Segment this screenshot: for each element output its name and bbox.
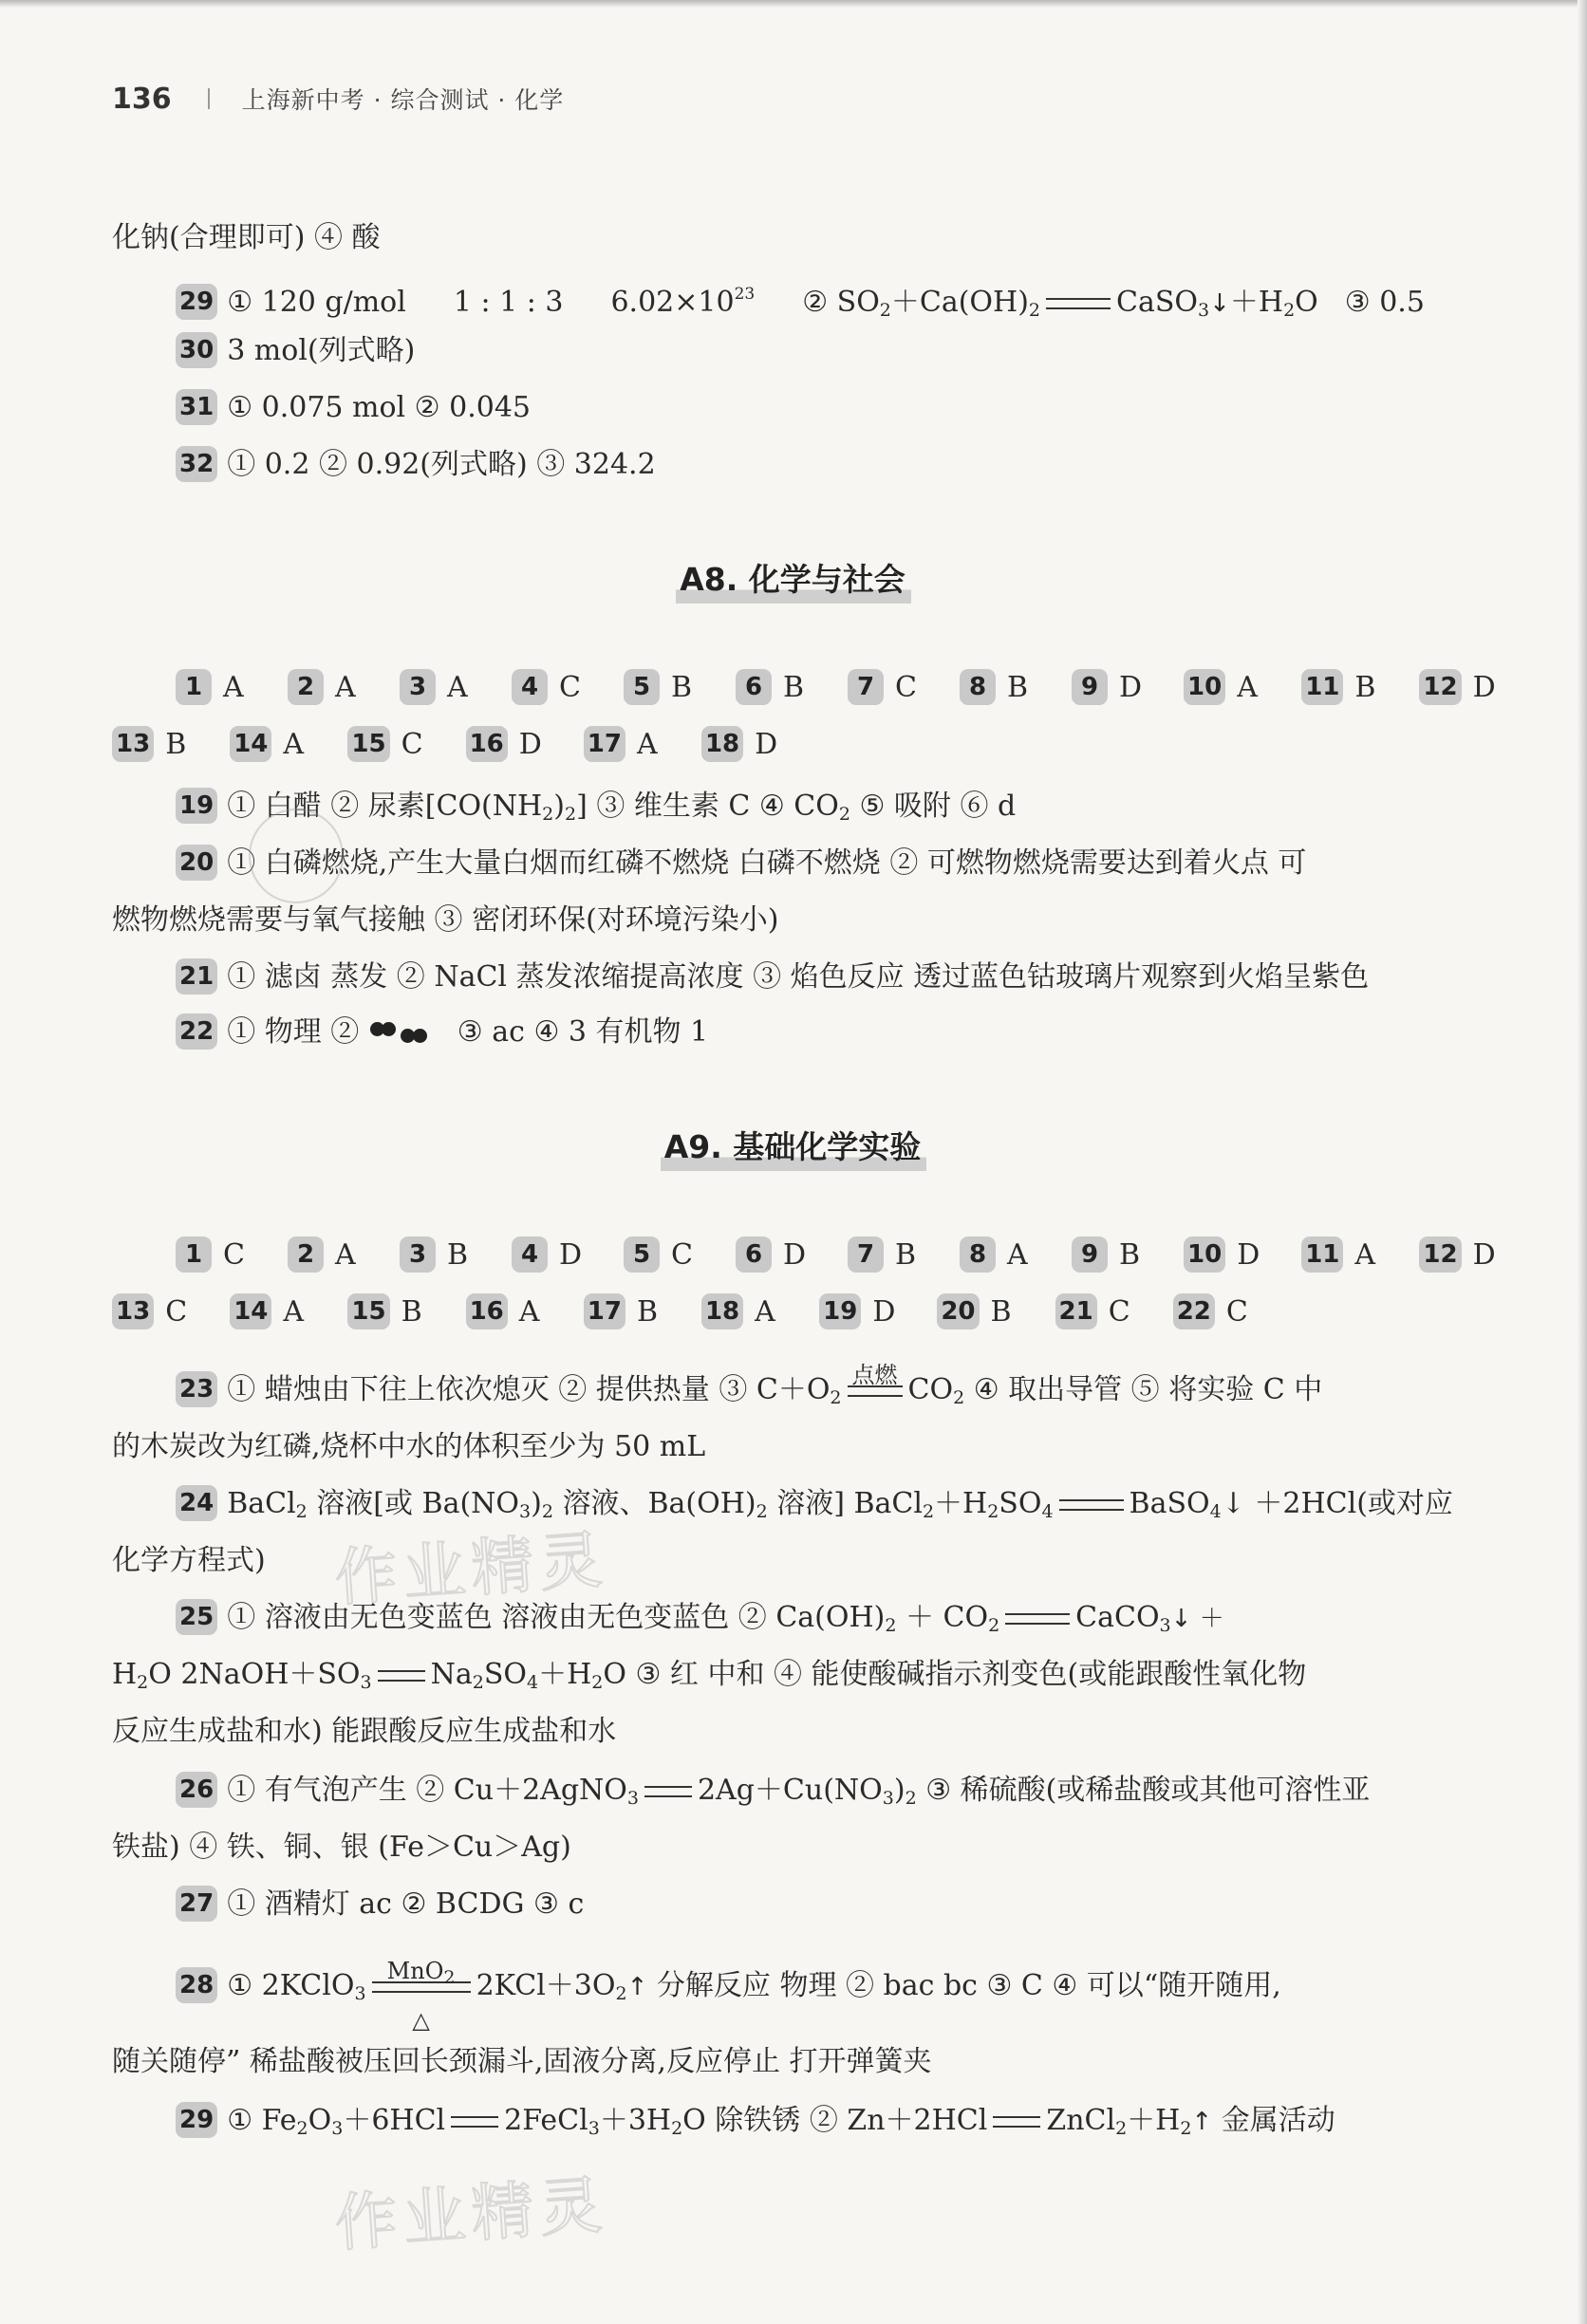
mc-answer-item [288,664,381,712]
answer-letter: A [447,671,468,704]
a8-mc-row1 [176,664,1516,712]
mc-answer-item [848,1232,941,1279]
mc-answer-item [1184,1232,1282,1279]
question-number-badge: 19 [819,1293,861,1329]
answer-31: 31 ① 0.075 mol ② 0.045 [176,384,1516,432]
answer-letter: A [335,1238,356,1272]
a8-answer-21: 21 ① 滤卤 蒸发 ② NaCl 蒸发浓缩提高浓度 ③ 焰色反应 透过蓝色钴玻璃片观察到火焰呈紫色 [176,954,1516,1001]
a9-answer-23: 23 ① 蜡烛由下往上依次熄灭 ② 提供热量 ③ $C+O_2$ 点燃 $CO_2$ ④ 取出导管 ⑤ 将实验 C 中 [176,1367,1516,1414]
mc-answer-item [624,1232,717,1279]
question-number-badge: 2 [288,669,324,705]
mc-answer-item [937,1289,1036,1336]
question-number-badge: 20 [937,1293,979,1329]
answer-letter: A [223,671,244,704]
answer-letter: C [895,671,917,704]
watermark-stamp [249,809,344,903]
question-number-badge: 15 [347,1293,389,1329]
page-number: 136 [112,82,172,116]
mc-answer-item [466,721,565,769]
question-number-badge: 17 [584,726,625,762]
mc-answer-item [288,1232,381,1279]
reaction-arrow [378,1670,425,1682]
answer-letter: B [895,1238,917,1272]
question-number-badge: 6 [736,669,772,705]
a9-answer-24: 24 BaCl$_2$ 溶液[或 $Ba(NO_3)_2$ 溶液、$Ba(OH)_2$ 溶液] $BaCl_2+H_2SO_4$ BaSO$_4$↓ ＋2HCl(或对应 [176,1480,1516,1528]
answer-letter: C [1225,1295,1248,1329]
question-number-badge: 11 [1301,669,1343,705]
question-number-badge: 13 [112,726,154,762]
answer-letter: D [1472,1238,1496,1272]
question-number-badge: 18 [701,1293,743,1329]
question-number-badge: 25 [176,1599,217,1635]
answer-letter: B [783,671,805,704]
answer-letter: C [559,671,581,704]
mc-answer-item [512,1232,605,1279]
question-number-badge: 5 [624,669,660,705]
answer-letter: D [872,1295,896,1329]
question-number-badge: 4 [512,1236,548,1273]
answer-letter: A [1237,671,1258,704]
question-number-badge: 12 [1419,1236,1461,1273]
mc-answer-item [400,1232,493,1279]
answer-letter: A [518,1295,540,1329]
question-number-badge: 23 [176,1371,217,1407]
answer-letter: B [447,1238,469,1272]
mc-answer-item [230,1289,328,1336]
a9-answer-25: 25 ① 溶液由无色变蓝色 溶液由无色变蓝色 ② $Ca(OH)_2 + CO_2$ CaCO$_3$↓ ＋ [176,1594,1516,1642]
question-number-badge: 3 [400,1236,436,1273]
mc-answer-item [1072,1232,1165,1279]
answer-29-prev: 29 ① 120 g/mol 1 : 1 : 3 $6.02\times 10^{23}$ ② $SO_2+Ca(OH)_2$ $CaSO_3↓+H_2O$ ③ 0.5 [176,270,1516,318]
answer-letter: A [636,728,658,761]
watermark: 作业精灵 [332,2168,610,2260]
header-divider [208,88,210,109]
question-number-badge: 22 [176,1013,217,1050]
mc-answer-item [1072,664,1165,712]
question-number-badge: 17 [584,1293,625,1329]
answer-letter: C [223,1238,245,1272]
page-top-shadow [0,0,1587,8]
answer-letter: D [755,728,778,761]
reaction-condition-arrow: 点燃 [848,1385,903,1397]
reaction-arrow [1059,1499,1124,1511]
answer-letter: D [783,1238,807,1272]
answer-letter: B [990,1295,1012,1329]
question-number-badge: 13 [112,1293,154,1329]
question-number-badge: 27 [176,1886,217,1922]
answer-letter: A [755,1295,775,1329]
answer-letter: A [1354,1238,1376,1272]
mc-answer-item [701,721,800,769]
question-number-badge: 14 [230,726,271,762]
mc-answer-item [584,1289,682,1336]
question-number-badge: 21 [1055,1293,1097,1329]
answer-letter: D [1472,671,1496,704]
a9-answer-25-cont1: $H_2O$ $2NaOH+SO_3$ $Na_2SO_4+H_2O$ ③ 红 中和 ④ 能使酸碱指示剂变色(或能跟酸性氧化物 [112,1658,1307,1693]
mc-answer-item [112,1289,211,1336]
question-number-badge: 12 [1419,669,1461,705]
a9-answer-25-cont2: 反应生成盐和水) 能跟酸反应生成盐和水 [112,1715,617,1748]
mc-answer-item [176,664,269,712]
mc-answer-item [112,721,211,769]
mc-answer-item [230,721,328,769]
question-number-badge: 24 [176,1485,217,1521]
answer-letter: A [283,1295,305,1329]
a9-mc-row2 [112,1289,1517,1336]
question-number-badge: 14 [230,1293,271,1329]
question-number-badge: 20 [176,845,217,881]
question-number-badge: 10 [1184,669,1225,705]
question-number-badge: 16 [466,1293,508,1329]
reaction-arrow [451,2116,498,2128]
carryover-line: 化钠(合理即可) ④ 酸 [112,221,381,254]
mc-answer-item [1301,664,1400,712]
a9-answer-26: 26 ① 有气泡产生 ② Cu＋2AgNO$_3$ $2Ag+Cu(NO_3)_2$ ③ 稀硫酸(或稀盐酸或其他可溶性亚 [176,1767,1516,1814]
section-title-a9: A9. 基础化学实验 [0,1123,1587,1171]
watermark: 作业精灵 [332,1523,610,1615]
mc-answer-item [1184,664,1282,712]
question-number-badge: 18 [701,726,743,762]
answer-letter: B [401,1295,422,1329]
mc-answer-item [736,664,829,712]
mc-answer-item [347,721,446,769]
question-number-badge: 10 [1184,1236,1225,1273]
mc-answer-item [1419,1232,1518,1279]
question-number-badge: 16 [466,726,508,762]
question-number-badge: 9 [1072,669,1108,705]
a9-answer-27: 27 ① 酒精灯 ac ② BCDG ③ c [176,1881,1516,1928]
answer-letter: D [559,1238,583,1272]
reaction-condition-arrow: MnO$_2$ △ [372,1981,471,1993]
answer-letter: B [1119,1238,1141,1272]
question-number-badge: 6 [736,1236,772,1273]
mc-answer-item [584,721,682,769]
question-number-badge: 29 [176,284,217,320]
a8-mc-row2 [112,721,1517,769]
reaction-arrow [1005,1613,1070,1625]
answer-32: 32 ① 0.2 ② 0.92(列式略) ③ 324.2 [176,441,1516,489]
answer-letter: D [1119,671,1143,704]
a9-answer-24-cont: 化学方程式) [112,1544,266,1577]
question-number-badge: 26 [176,1772,217,1808]
answer-letter: B [671,671,693,704]
mc-answer-item [736,1232,829,1279]
answer-letter: A [283,728,305,761]
question-number-badge: 29 [176,2102,217,2138]
question-number-badge: 8 [960,1236,996,1273]
question-number-badge: 21 [176,958,217,995]
question-number-badge: 28 [176,1967,217,2003]
answer-letter: B [1007,671,1029,704]
answer-letter: B [636,1295,658,1329]
answer-letter: C [671,1238,693,1272]
mc-answer-item [347,1289,446,1336]
page-header [112,80,564,118]
question-number-badge: 3 [400,669,436,705]
answer-letter: B [165,728,187,761]
question-number-badge: 5 [624,1236,660,1273]
question-number-badge: 1 [176,1236,212,1273]
question-number-badge: 19 [176,788,217,824]
answer-letter: C [401,728,423,761]
mc-answer-item [1301,1232,1400,1279]
mc-answer-item [960,1232,1053,1279]
answer-letter: A [1007,1238,1028,1272]
answer-letter: D [518,728,542,761]
a8-answer-20-cont: 燃物燃烧需要与氧气接触 ③ 密闭环保(对环境污染小) [112,903,779,937]
mc-answer-item [512,664,605,712]
question-number-badge: 32 [176,446,217,482]
answer-letter: C [165,1295,188,1329]
reaction-arrow [1046,298,1111,309]
mc-answer-item [466,1289,565,1336]
a9-answer-23-cont: 的木炭改为红磷,烧杯中水的体积至少为 50 mL [112,1430,706,1463]
mc-answer-item [624,664,717,712]
mc-answer-item [1055,1289,1154,1336]
a8-answer-19: 19 ① 白醋 ② 尿素$[CO(NH_2)_2]$ ③ 维生素 C ④ $CO_2$ ⑤ 吸附 ⑥ d [176,783,1516,830]
answer-letter: B [1354,671,1376,704]
question-number-badge: 15 [347,726,389,762]
question-number-badge: 9 [1072,1236,1108,1273]
mc-answer-item [960,664,1053,712]
mc-answer-item [400,664,493,712]
answer-letter: C [1108,1295,1130,1329]
question-number-badge: 30 [176,332,217,368]
molecule-model-icon [368,1019,439,1048]
a9-mc-row1 [176,1232,1516,1279]
a9-answer-28: 28 ① 2KClO$_3$ MnO$_2$ △ $2KCl+3O_2↑$ 分解反应 物理 ② bac bc ③ C ④ 可以“随开随用, [176,1962,1516,2010]
question-number-badge: 4 [512,669,548,705]
answer-letter: D [1237,1238,1260,1272]
mc-answer-item [701,1289,800,1336]
book-title: 上海新中考 · 综合测试 · 化学 [241,86,565,114]
answer-letter: A [335,671,356,704]
question-number-badge: 1 [176,669,212,705]
question-number-badge: 8 [960,669,996,705]
mc-answer-item [848,664,941,712]
a9-answer-28-cont: 随关随停” 稀盐酸被压回长颈漏斗,固液分离,反应停止 打开弹簧夹 [112,2045,932,2078]
question-number-badge: 7 [848,669,884,705]
section-title-a8: A8. 化学与社会 [0,555,1587,604]
mc-answer-item [176,1232,269,1279]
question-number-badge: 2 [288,1236,324,1273]
a9-answer-26-cont: 铁盐) ④ 铁、铜、银 (Fe＞Cu＞Ag) [112,1831,571,1864]
answer-30: 30 3 mol(列式略) [176,327,1516,375]
a8-answer-20: 20 ① 白磷燃烧,产生大量白烟而红磷不燃烧 白磷不燃烧 ② 可燃物燃烧需要达到着火点 可 [176,840,1516,887]
reaction-arrow [644,1786,692,1797]
mc-answer-item [1419,664,1518,712]
question-number-badge: 22 [1173,1293,1215,1329]
question-number-badge: 7 [848,1236,884,1273]
mc-answer-item [819,1289,918,1336]
a8-answer-22: 22 ① 物理 ② ③ ac ④ 3 有机物 1 [176,1009,1516,1056]
question-number-badge: 31 [176,389,217,425]
mc-answer-item [1173,1289,1272,1336]
reaction-arrow [993,2116,1040,2128]
a9-answer-29: 29 ① $Fe_2O_3+6HCl$ $2FeCl_3+3H_2O$ 除铁锈 ② Zn＋2HCl $ZnCl_2+H_2↑$ 金属活动 [176,2097,1516,2145]
question-number-badge: 11 [1301,1236,1343,1273]
